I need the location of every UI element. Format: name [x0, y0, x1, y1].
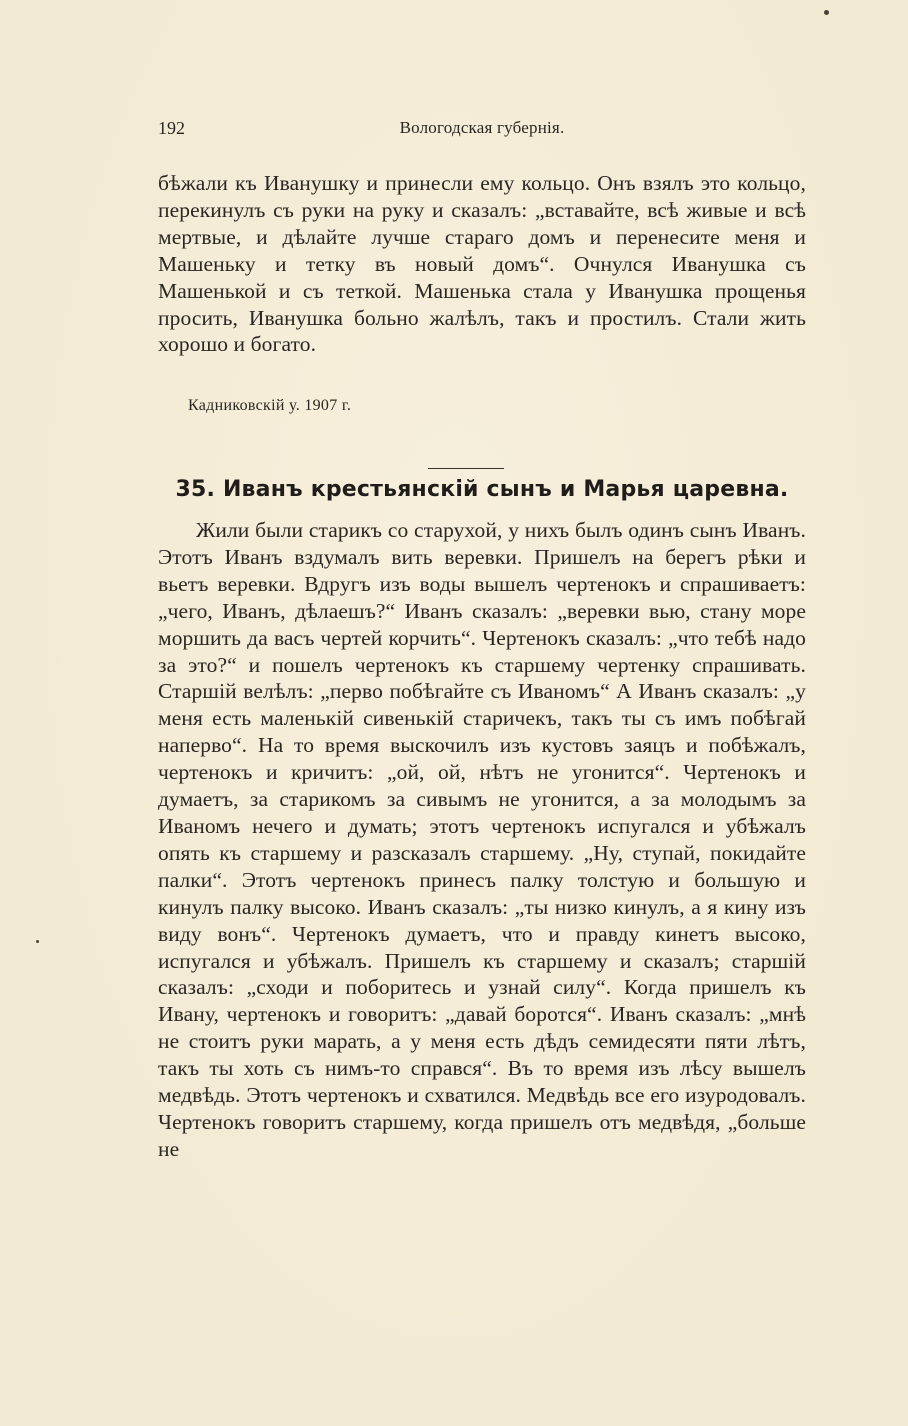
section-body-paragraph: Жили были старикъ со старухой, у нихъ былъ одинъ сынъ Иванъ. Этотъ Иванъ вздумалъ вить веревки. Пришелъ на берегъ рѣки и вьетъ веревки. Вдругъ изъ воды вышелъ чертенокъ и спрашиваетъ: „чего, Иванъ, дѣлаешъ?“ Иванъ сказалъ: „веревки вью, стану море моршить да васъ чертей корчить“. Чертенокъ сказалъ: „что тебѣ надо за это?“ и пошелъ чертенокъ къ старшему чертенку спрашивать. Старшій велѣлъ: „перво побѣгайте съ Иваномъ“ А Иванъ сказалъ: „у меня есть маленькій сивенькій старичекъ, такъ ты съ имъ побѣгай наперво“. На то время выскочилъ изъ кустовъ заяцъ и побѣжалъ, чертенокъ и кричитъ: „ой, ой, нѣтъ не угонится“. Чертенокъ и думаетъ, за старикомъ за сивымъ не угонится, а за молодымъ за Иваномъ нечего и думать; этотъ чертенокъ испугался и убѣжалъ опять къ старшему и разсказалъ старшему. „Ну, ступай, покидайте палки“. Этотъ чертенокъ принесъ палку толстую и большую и кинулъ палку высоко. Иванъ сказалъ: „ты низко кинулъ, а я кину изъ виду вонъ“. Чертенокъ думаетъ, что и правду кинетъ высоко, испугался и убѣжалъ. Пришелъ къ старшему и сказалъ; старшій сказалъ: „сходи и поборитесь и узнай силу“. Когда пришелъ къ Ивану, чертенокъ и говоритъ: „давай боротся“. Иванъ сказалъ: „мнѣ не стоитъ руки марать, а у меня есть дѣдъ семидесяти пяти лѣтъ, такъ ты хоть съ нимъ-то справся“. Въ то время изъ лѣсу вышелъ медвѣдь. Этотъ чертенокъ и схватился. Медвѣдь все его изуродовалъ. Чертенокъ говоритъ старшему, когда пришелъ отъ медвѣдя, „больше не	[158, 518, 806, 1161]
story-ending-paragraph: бѣжали къ Иванушку и принесли ему кольцо. Онъ взялъ это кольцо, перекинулъ съ руки на руку и сказалъ: „вставайте, всѣ живые и всѣ мертвые, и дѣлайте лучше стараго домъ и перенесите меня и Машеньку и тетку въ новый домъ“. Очнулся Иванушка съ Машенькой и съ теткой. Машенька стала у Иванушка прощенья просить, Иванушка больно жалѣлъ, такъ и простилъ. Стали жить хорошо и богато.	[158, 171, 806, 357]
page-header	[158, 118, 806, 142]
section-heading: 35. Иванъ крестьянскій сынъ и Марья царевна.	[175, 477, 789, 502]
story-source: Кадниковскій у. 1907 г.	[188, 397, 352, 414]
ink-speck	[824, 10, 829, 15]
ink-speck	[36, 940, 39, 943]
section-divider	[428, 468, 504, 469]
page-number: 192	[158, 118, 185, 138]
running-title: Вологодская губернія.	[399, 118, 565, 137]
